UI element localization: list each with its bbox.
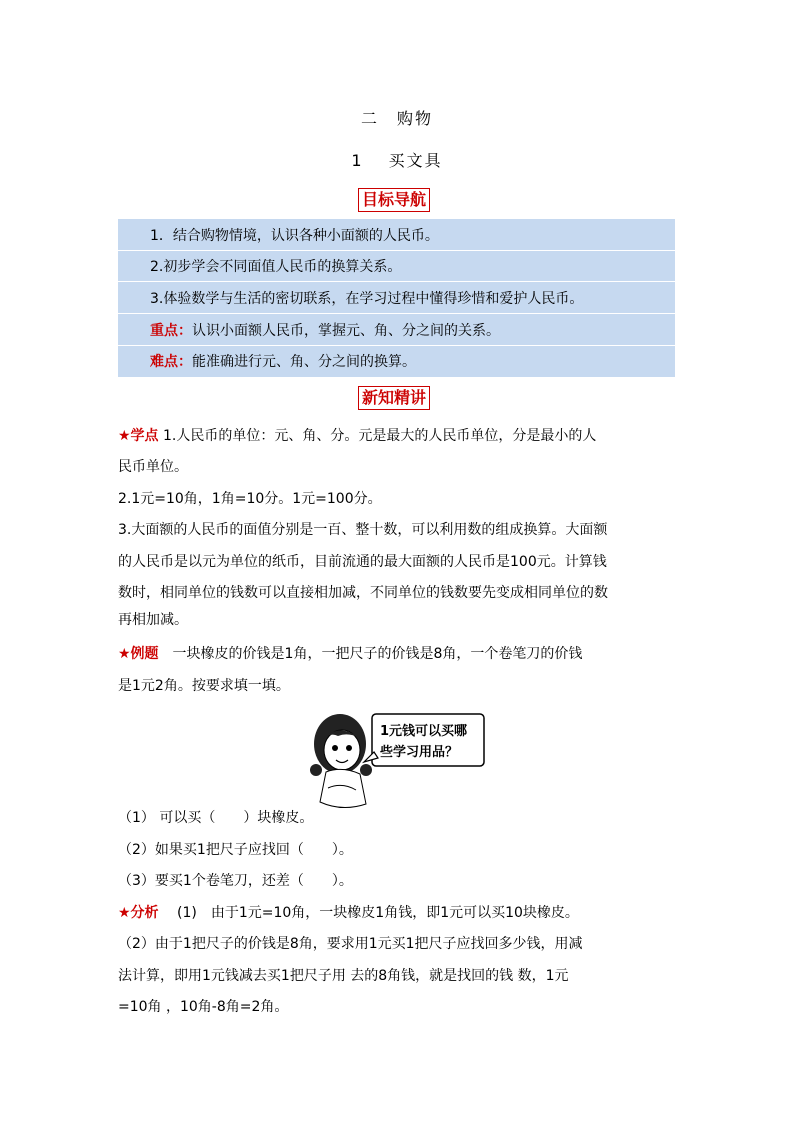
difficult-point: [150, 353, 416, 371]
question-3: （3）要买1个卷笔刀，还差（ ）。: [118, 873, 353, 889]
question-2: （2）如果买1把尺子应找回（ ）。: [118, 842, 353, 858]
point-3-line: 的人民币是以元为单位的纸币，目前流通的最大面额的人民币是100元。计算钱: [118, 554, 607, 570]
speech-line: 些学习用品？: [380, 745, 459, 760]
example-line: [118, 645, 582, 663]
example-text: 一块橡皮的价钱是1角，一把尺子的价钱是8角，一个卷笔刀的价钱: [158, 646, 583, 662]
analysis-line: [118, 904, 579, 922]
difficult-point-label: 难点：: [150, 354, 192, 370]
xuedian-text: 1.人民币的单位：元、角、分。元是最大的人民币单位，分是最小的人: [158, 428, 597, 444]
speech-line: 1元钱可以买哪: [380, 724, 468, 739]
key-point-label: 重点：: [150, 323, 192, 339]
girl-speech-image: [308, 702, 488, 812]
key-point: [150, 322, 500, 340]
difficult-point-text: 能准确进行元、角、分之间的换算。: [192, 354, 416, 370]
analysis-line: =10角 ，10角-8角=2角。: [118, 999, 289, 1015]
goal-item: 3.体验数学与生活的密切联系，在学习过程中懂得珍惜和爱护人民币。: [150, 291, 584, 307]
goals-panel: [118, 219, 675, 377]
analysis-text: (1) 由于1元=10角，一块橡皮1角钱，即1元可以买10块橡皮。: [158, 905, 579, 921]
lesson-title: 1 买文具: [351, 151, 443, 170]
xuedian-line: [118, 427, 596, 445]
divider: [118, 313, 675, 314]
question-1: （1） 可以买（ ）块橡皮。: [118, 810, 314, 826]
goal-item: 2.初步学会不同面值人民币的换算关系。: [150, 259, 402, 275]
example-line: 是1元2角。按要求填一填。: [118, 678, 290, 694]
example-label: ★例题: [118, 646, 159, 662]
xuedian-line: 民币单位。: [118, 459, 188, 475]
analysis-line: （2）由于1把尺子的价钱是8角，要求用1元买1把尺子应找回多少钱，用减: [118, 936, 583, 952]
point-3-line: 3.大面额的人民币的面值分别是一百、整十数，可以利用数的组成换算。大面额: [118, 522, 608, 538]
divider: [118, 345, 675, 346]
point-2: 2.1元=10角，1角=10分。1元=100分。: [118, 491, 382, 507]
xuedian-label: ★学点: [118, 428, 159, 444]
new-knowledge-heading: 新知精讲: [358, 386, 430, 410]
analysis-line: 法计算，即用1元钱减去买1把尺子用 去的8角钱，就是找回的钱 数，1元: [118, 968, 569, 984]
goal-item: 1．结合购物情境，认识各种小面额的人民币。: [150, 228, 439, 244]
divider: [118, 281, 675, 282]
analysis-label: ★分析: [118, 905, 159, 921]
point-3-line: 再相加减。: [118, 612, 188, 628]
chapter-title: 二 购物: [360, 109, 433, 128]
divider: [118, 250, 675, 251]
girl-illustration: [308, 702, 488, 812]
goals-heading: 目标导航: [358, 188, 430, 212]
key-point-text: 认识小面额人民币，掌握元、角、分之间的关系。: [192, 323, 500, 339]
point-3-line: 数时，相同单位的钱数可以直接相加减，不同单位的钱数要先变成相同单位的数: [118, 585, 608, 601]
